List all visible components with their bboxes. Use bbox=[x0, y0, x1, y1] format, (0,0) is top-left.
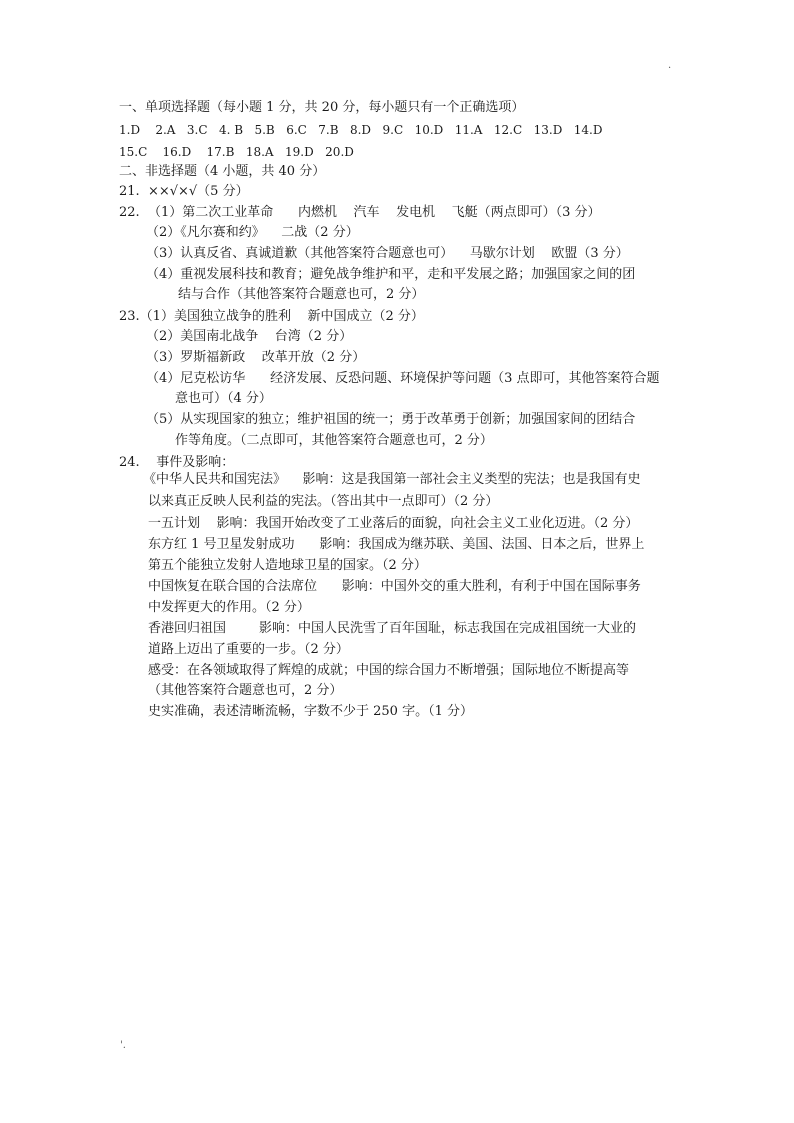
question-23-line: （3）罗斯福新政 改革开放（2 分） bbox=[146, 350, 366, 365]
question-24-line: 第五个能独立发射人造地球卫星的国家。（2 分） bbox=[148, 558, 427, 573]
question-22-line: 结与合作（其他答案符合题意也可，2 分） bbox=[178, 287, 425, 302]
question-24-line: 以来真正反映人民利益的宪法。（答出其中一点即可）（2 分） bbox=[148, 494, 499, 509]
section2-heading: 二、非选择题（4 小题，共 40 分） bbox=[119, 164, 326, 179]
section1-answers-line1: 1.D 2.A 3.C 4. B 5.B 6.C 7.B 8.D 9.C 10.D 11.A 12.C 13.D 14.D bbox=[119, 123, 603, 137]
question-23-line: （4）尼克松访华 经济发展、反恐问题、环境保护等问题（3 点即可，其他答案符合题 bbox=[146, 371, 660, 386]
question-24-line: 《中华人民共和国宪法》 影响：这是我国第一部社会主义类型的宪法；也是我国有史 bbox=[143, 472, 641, 487]
question-24-line: 中发挥更大的作用。（2 分） bbox=[148, 600, 310, 615]
question-24-line: （其他答案符合题意也可，2 分） bbox=[148, 683, 343, 698]
question-22-line: （4）重视发展科技和教育；避免战争维护和平，走和平发展之路；加强国家之间的团 bbox=[146, 267, 636, 282]
section1-heading: 一、单项选择题（每小题 1 分，共 20 分，每小题只有一个正确选项） bbox=[119, 100, 525, 115]
question-23-line: （5）从实现国家的独立；维护祖国的统一；勇于改革勇于创新；加强国家间的团结合 bbox=[146, 412, 636, 427]
question-22-line: （2）《凡尔赛和约》 二战（2 分） bbox=[146, 225, 359, 240]
question-24-line: 24. 事件及影响： bbox=[119, 455, 235, 470]
corner-mark-bottom: '. bbox=[120, 1040, 126, 1051]
question-22-line: （3）认真反省、真诚道歉（其他答案符合题意也可） 马歇尔计划 欧盟（3 分） bbox=[146, 246, 629, 261]
question-21-answer: 21. ××√×√（5 分） bbox=[119, 184, 249, 199]
question-23-line: 作等角度。（二点即可，其他答案符合题意也可，2 分） bbox=[175, 433, 493, 448]
question-24-line: 一五计划 影响：我国开始改变了工业落后的面貌，向社会主义工业化迈进。（2 分） bbox=[148, 516, 639, 531]
question-24-line: 道路上迈出了重要的一步。（2 分） bbox=[148, 642, 349, 657]
question-24-line: 东方红 1 号卫星发射成功 影响：我国成为继苏联、美国、法国、日本之后，世界上 bbox=[148, 537, 645, 552]
question-23-line: （2）美国南北战争 台湾（2 分） bbox=[146, 329, 353, 344]
section1-answers-line2: 15.C 16.D 17.B 18.A 19.D 20.D bbox=[119, 145, 354, 159]
question-23-line: 23.（1）美国独立战争的胜利 新中国成立（2 分） bbox=[119, 309, 424, 324]
question-23-line: 意也可）（4 分） bbox=[175, 391, 272, 406]
question-24-line: 史实准确，表述清晰流畅，字数不少于 250 字。（1 分） bbox=[148, 704, 473, 719]
question-24-line: 中国恢复在联合国的合法席位 影响：中国外交的重大胜利，有利于中国在国际事务 bbox=[148, 579, 641, 594]
question-24-line: 香港回归祖国 影响：中国人民洗雪了百年国耻，标志我国在完成祖国统一大业的 bbox=[148, 621, 637, 636]
question-24-line: 感受：在各领域取得了辉煌的成就；中国的综合国力不断增强；国际地位不断提高等 bbox=[148, 663, 630, 678]
question-22-line: 22. （1）第二次工业革命 内燃机 汽车 发电机 飞艇（两点即可）（3 分） bbox=[119, 205, 601, 220]
corner-mark-top: . bbox=[668, 60, 672, 71]
